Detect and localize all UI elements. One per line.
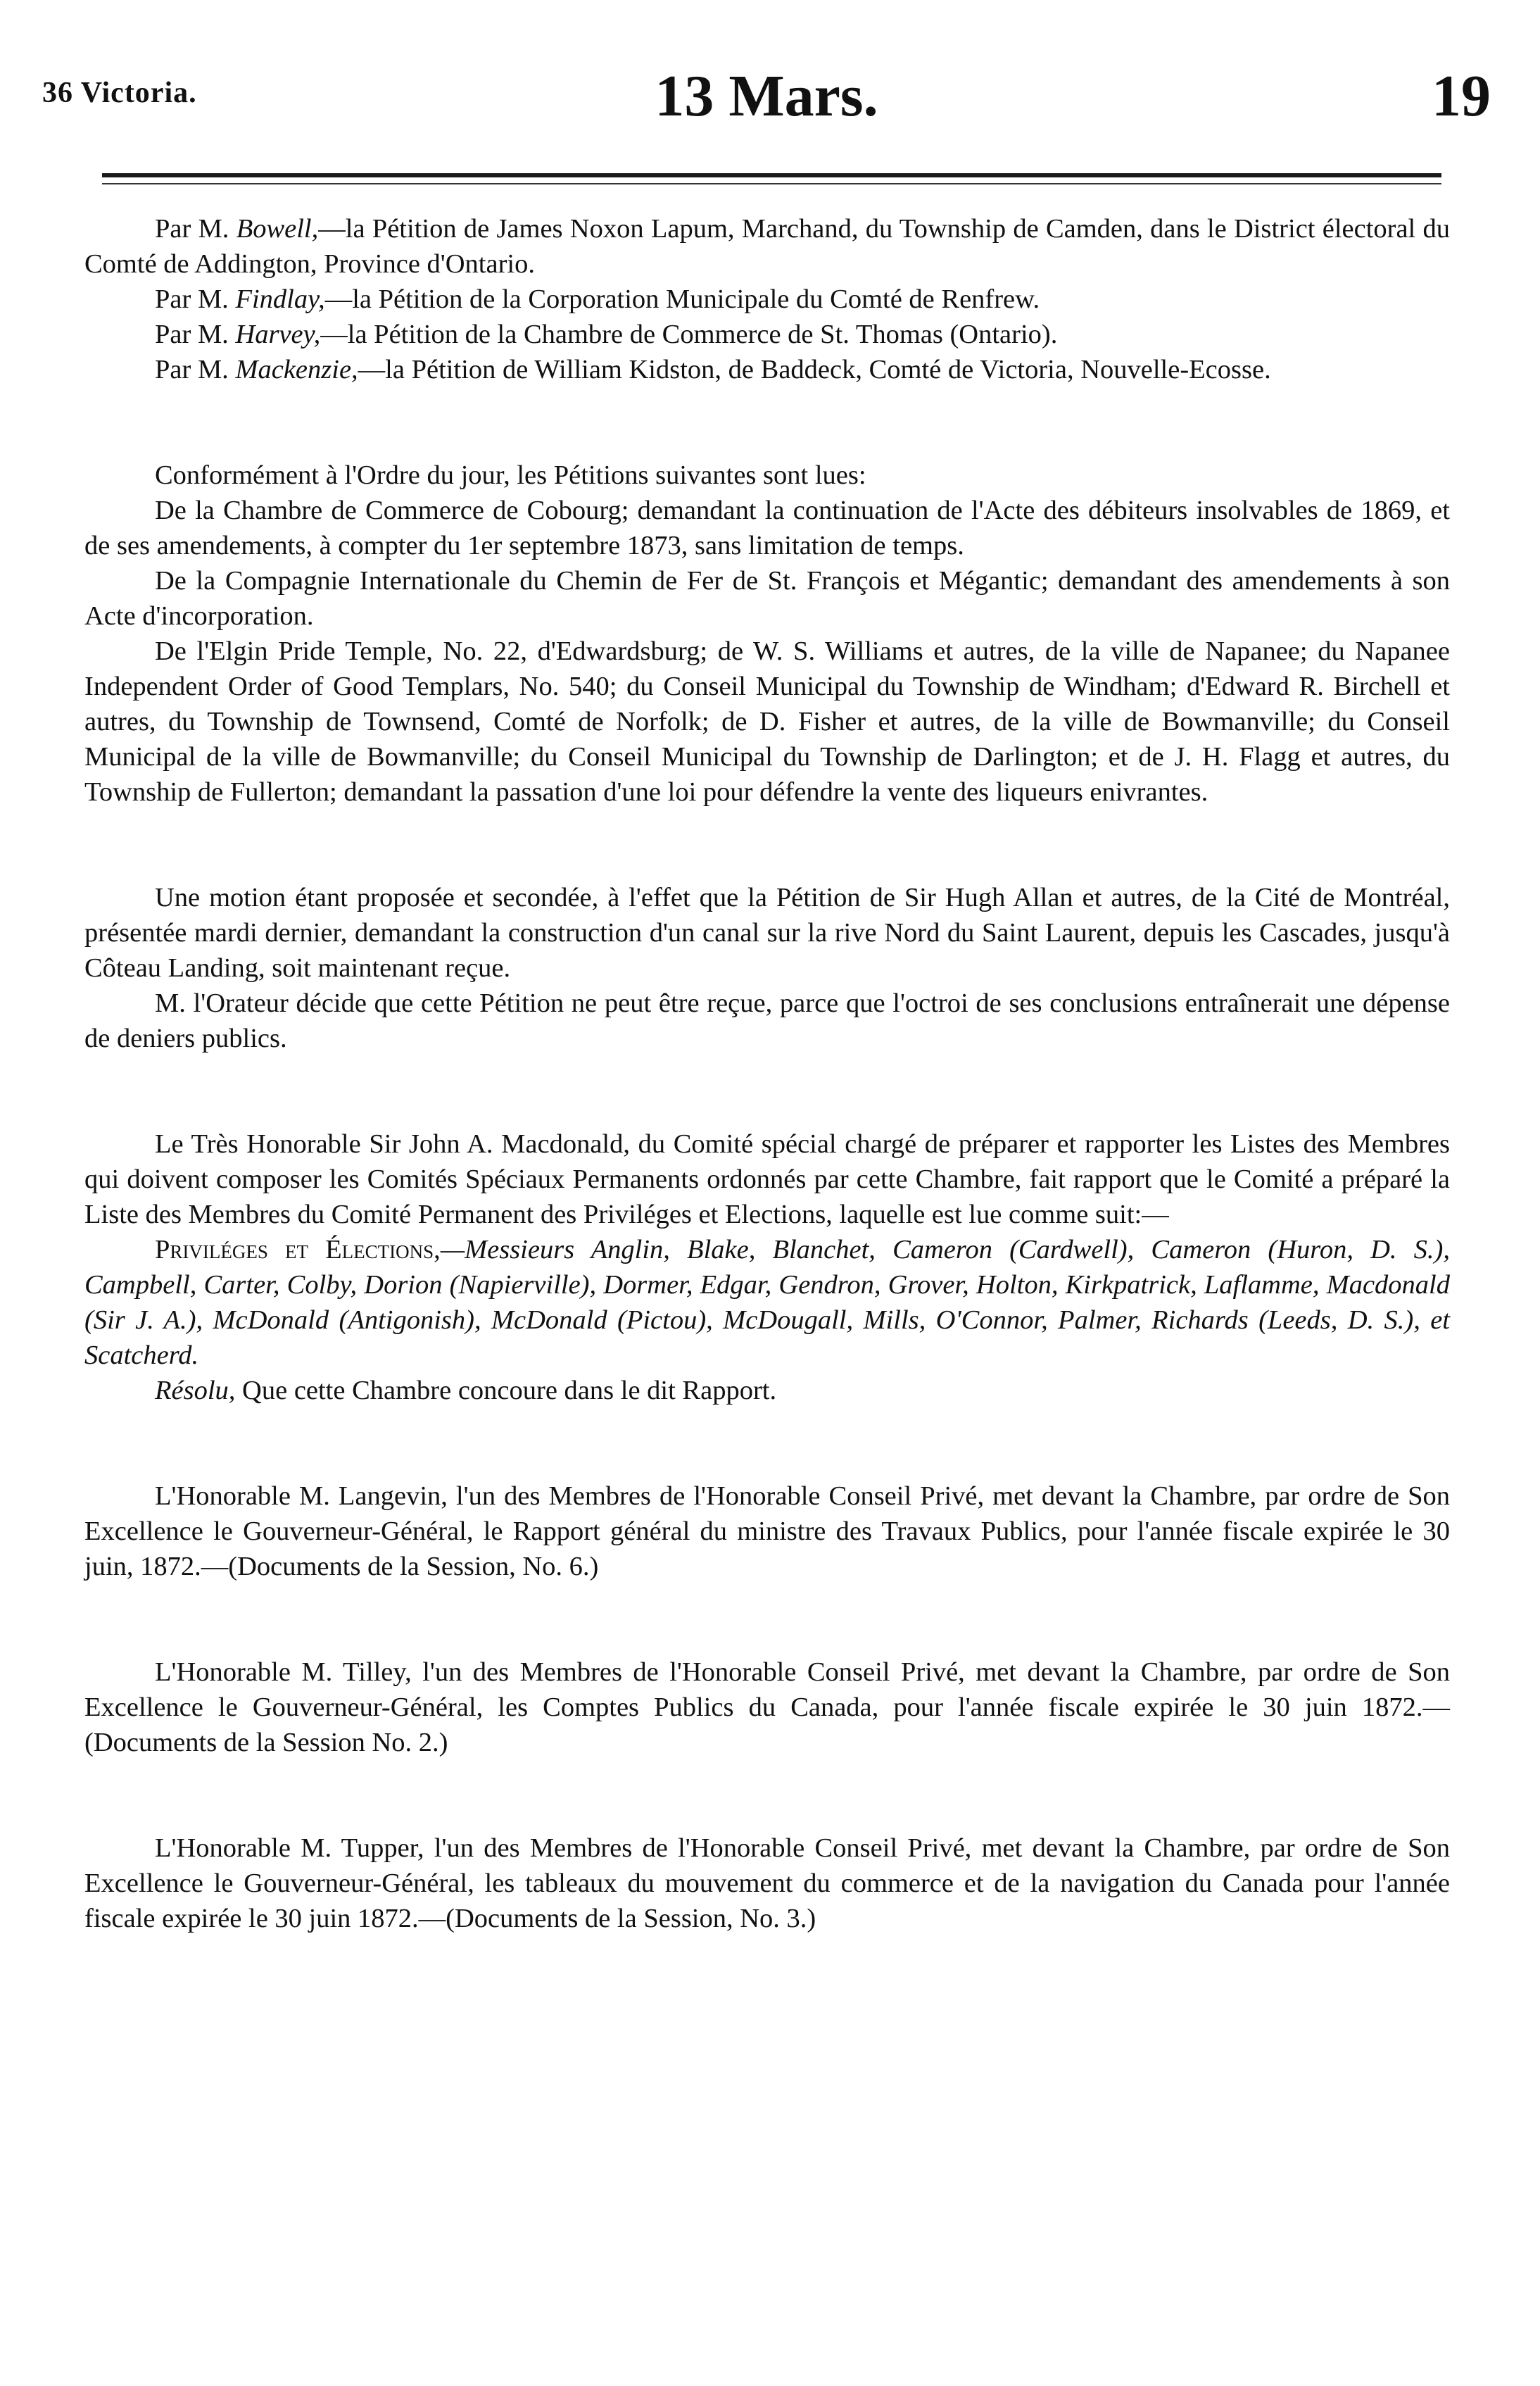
committee-section <box>84 1126 1450 1408</box>
petition-prefix: Par M. <box>155 320 229 349</box>
petition-member: Mackenzie, <box>235 355 358 384</box>
section-gap <box>84 1584 1450 1654</box>
petition-member: Harvey, <box>235 320 321 349</box>
petition-read-item: De la Compagnie Internationale du Chemin de Fer de St. François et Mégantic; demandant des amendements à son Acte d'incorporation. <box>84 566 1450 631</box>
petition-member: Bowell, <box>236 214 319 244</box>
petition-text: —la Pétition de William Kidston, de Baddeck, Comté de Victoria, Nouvelle-Ecosse. <box>358 355 1271 384</box>
page-header <box>42 34 1491 129</box>
petition-read-item: De la Chambre de Commerce de Cobourg; demandant la continuation de l'Acte des débiteurs insolvables de 1869, et de ses amendements, à compter du 1er septembre 1873, sans limitation de temps. <box>84 496 1450 560</box>
petition-text: —la Pétition de la Chambre de Commerce de St. Thomas (Ontario). <box>320 320 1058 349</box>
petition-text: —la Pétition de James Noxon Lapum, Marchand, du Township de Camden, dans le District électoral du Comté de Addington, Province d'Ontario. <box>84 214 1450 279</box>
section-gap <box>84 810 1450 880</box>
document-tabled-paragraph: L'Honorable M. Tupper, l'un des Membres de l'Honorable Conseil Privé, met devant la Chambre, par ordre de Son Excellence le Gouverneur-Général, les tableaux du mouvement du commerce et de la navigation du Canada pour l'année fiscale expirée le 30 juin 1872.—(Documents de la Session, No. 3.) <box>84 1833 1450 1933</box>
document-tabled-paragraph: L'Honorable M. Langevin, l'un des Membres de l'Honorable Conseil Privé, met devant la Chambre, par ordre de Son Excellence le Gouverneur-Général, le Rapport général du ministre des Travaux Publics, pour l'année fiscale expirée le 30 juin, 1872.—(Documents de la Session, No. 6.) <box>84 1481 1450 1581</box>
section-gap <box>84 1408 1450 1478</box>
resolution-paragraph <box>84 1373 1450 1408</box>
petition-prefix: Par M. <box>155 284 229 314</box>
committee-report-paragraph: Le Très Honorable Sir John A. Macdonald, du Comité spécial chargé de préparer et rapporter les Listes des Membres qui doivent composer les Comités Spéciaux Permanents ordonnés par cette Chambre, fait rapport que le Comité a préparé la Liste des Membres du Comité Permanent des Priviléges et Elections, laquelle est lue comme suit:— <box>84 1129 1450 1229</box>
header-rule-thin <box>102 183 1441 184</box>
petitions-presented-section <box>84 211 1450 387</box>
page-number: 19 <box>1432 63 1491 129</box>
petition-member: Findlay, <box>235 284 325 314</box>
session-label: 36 Victoria. <box>42 77 197 109</box>
petition-text: —la Pétition de la Corporation Municipale du Comté de Renfrew. <box>324 284 1040 314</box>
petition-entry <box>84 211 1450 282</box>
section-gap <box>84 1760 1450 1831</box>
petition-entry <box>84 352 1450 387</box>
speaker-ruling-paragraph: M. l'Orateur décide que cette Pétition ne peut être reçue, parce que l'octroi de ses conclusions entraînerait une dépense de deniers publics. <box>84 988 1450 1053</box>
page-body <box>84 211 1450 1936</box>
petitions-read-section <box>84 458 1450 810</box>
section-gap <box>84 387 1450 458</box>
document-tabled-paragraph: L'Honorable M. Tilley, l'un des Membres de l'Honorable Conseil Privé, met devant la Chambre, par ordre de Son Excellence le Gouverneur-Général, les Comptes Publics du Canada, pour l'année fiscale expirée le 30 juin 1872.—(Documents de la Session No. 2.) <box>84 1657 1450 1757</box>
header-rule-thick <box>102 173 1441 177</box>
petition-read-item: De l'Elgin Pride Temple, No. 22, d'Edwardsburg; de W. S. Williams et autres, de la ville de Napanee; du Napanee Independent Order of Good Templars, No. 540; du Conseil Municipal du Township de Windham; d'Edward R. Birchell et autres, du Township de Townsend, Comté de Norfolk; de D. Fisher et autres, de la ville de Bowmanville; du Conseil Municipal de la ville de Bowmanville; du Conseil Municipal du Township de Darlington; et de J. H. Flagg et autres, du Township de Fullerton; demandant la passation d'une loi pour défendre la vente des liqueurs enivrantes. <box>84 636 1450 807</box>
committee-list-heading: Priviléges et Élections, <box>155 1235 441 1264</box>
resolution-text: Que cette Chambre concoure dans le dit Rapport. <box>242 1376 777 1405</box>
petition-entry <box>84 317 1450 352</box>
documents-section <box>84 1478 1450 1936</box>
petitions-read-intro: Conformément à l'Ordre du jour, les Pétitions suivantes sont lues: <box>155 460 866 490</box>
resolution-label: Résolu, <box>155 1376 236 1405</box>
committee-member-list <box>84 1232 1450 1373</box>
petition-entry <box>84 282 1450 317</box>
section-gap <box>84 1056 1450 1126</box>
committee-list-names: —Messieurs Anglin, Blake, Blanchet, Cameron (Cardwell), Cameron (Huron, D. S.), Campbell, Carter, Colby, Dorion (Napierville), Dormer, Edgar, Gendron, Grover, Holton, Kirkpatrick, Laflamme, Macdonald (Sir J. A.), McDonald (Antigonish), McDonald (Pictou), McDougall, Mills, O'Connor, Palmer, Richards (Leeds, D. S.), et Scatcherd. <box>84 1235 1451 1370</box>
petition-prefix: Par M. <box>155 214 229 244</box>
motion-section <box>84 880 1450 1056</box>
date-heading: 13 Mars. <box>655 63 878 129</box>
motion-paragraph: Une motion étant proposée et secondée, à l'effet que la Pétition de Sir Hugh Allan et autres, de la Cité de Montréal, présentée mardi dernier, demandant la construction d'un canal sur la rive Nord du Saint Laurent, depuis les Cascades, jusqu'à Côteau Landing, soit maintenant reçue. <box>84 883 1450 983</box>
petition-prefix: Par M. <box>155 355 229 384</box>
